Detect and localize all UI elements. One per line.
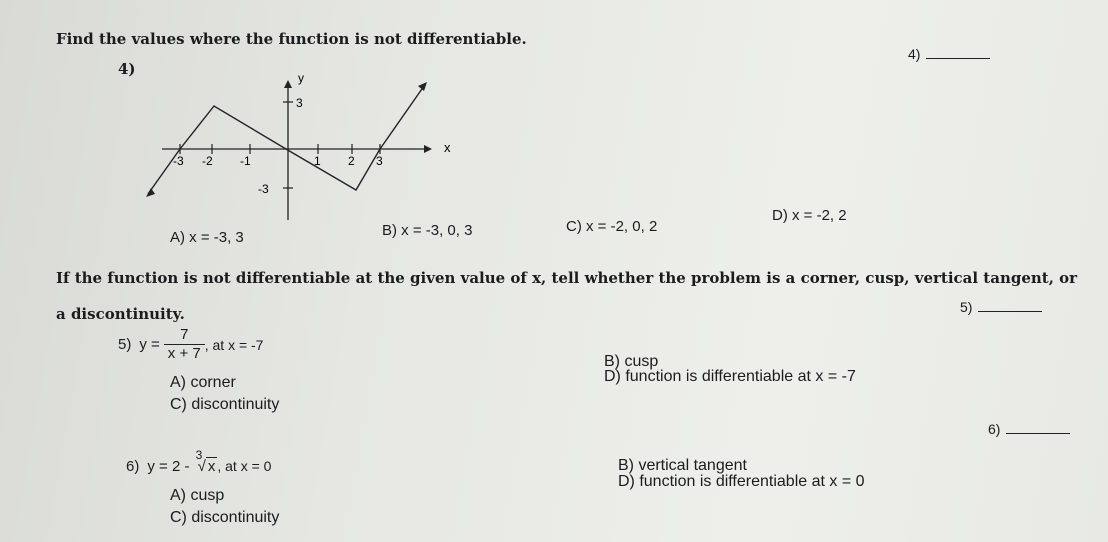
question-5-numerator: 7	[164, 326, 205, 345]
instructions-part2-line2: a discontinuity.	[56, 305, 185, 323]
x-tick-label-1: 1	[314, 154, 321, 168]
answer-line-4	[926, 57, 990, 59]
question-6-expression: y = 2 -	[147, 458, 194, 475]
radical-sign: √	[197, 458, 206, 475]
y-axis-arrow	[284, 80, 292, 88]
x-tick-label-neg2: -2	[202, 154, 213, 168]
instructions-heading: Find the values where the function is not differentiable.	[56, 30, 527, 48]
choice-6a[interactable]: A) cusp	[170, 487, 225, 504]
question-5-number: 5)	[118, 336, 132, 353]
x-tick-label-3: 3	[376, 154, 383, 168]
curve-left-arrow	[146, 188, 155, 197]
choice-5c[interactable]: C) discontinuity	[170, 396, 280, 413]
question-6-at-text: , at x = 0	[217, 458, 272, 474]
answer-label-5: 5)	[960, 299, 973, 315]
x-axis-arrow	[424, 145, 432, 153]
x-tick-label-2: 2	[348, 154, 355, 168]
cube-root	[195, 448, 218, 475]
question-5-at-text: , at x = -7	[204, 336, 264, 353]
radicand: x	[207, 458, 216, 475]
instructions-part2-line1: If the function is not differentiable at the given value of x, tell whether the problem is a corner, cusp, vertical tangent, or	[56, 269, 1078, 287]
y-axis-label: y	[298, 72, 304, 85]
x-tick-label-neg3: -3	[173, 154, 184, 168]
question-6-number: 6)	[126, 458, 140, 475]
question-5-denominator: x + 7	[167, 345, 201, 362]
choice-5a[interactable]: A) corner	[170, 374, 236, 391]
answer-line-6	[1006, 432, 1070, 434]
y-tick-label-neg3: -3	[258, 182, 269, 196]
choice-6b[interactable]: B) vertical tangent	[618, 457, 747, 474]
x-axis-label: x	[444, 140, 451, 155]
piecewise-graph	[140, 72, 470, 222]
choice-5d[interactable]: D) function is differentiable at x = -7	[604, 368, 856, 385]
curve-right-arrow	[418, 82, 427, 91]
x-tick-label-neg1: -1	[240, 154, 251, 168]
choice-4d[interactable]: D) x = -2, 2	[772, 207, 847, 224]
question-4-number: 4)	[118, 60, 136, 78]
answer-blank-6[interactable]	[988, 421, 1070, 437]
question-5	[118, 326, 263, 363]
y-tick-label-3: 3	[296, 96, 303, 110]
answer-blank-5[interactable]	[960, 299, 1042, 315]
choice-5b[interactable]: B) cusp	[604, 353, 659, 370]
choice-4a[interactable]: A) x = -3, 3	[170, 229, 244, 246]
question-5-fraction	[164, 326, 205, 363]
question-6	[126, 448, 272, 475]
answer-label-6: 6)	[988, 421, 1001, 437]
answer-label-4: 4)	[908, 46, 921, 62]
answer-blank-4[interactable]	[908, 46, 990, 62]
choice-4c[interactable]: C) x = -2, 0, 2	[566, 218, 658, 235]
question-5-y-equals: y =	[139, 336, 160, 353]
root-index: 3	[195, 448, 203, 462]
choice-4b[interactable]: B) x = -3, 0, 3	[382, 222, 473, 239]
answer-line-5	[978, 310, 1042, 312]
choice-6c[interactable]: C) discontinuity	[170, 509, 280, 526]
choice-6d[interactable]: D) function is differentiable at x = 0	[618, 473, 865, 490]
